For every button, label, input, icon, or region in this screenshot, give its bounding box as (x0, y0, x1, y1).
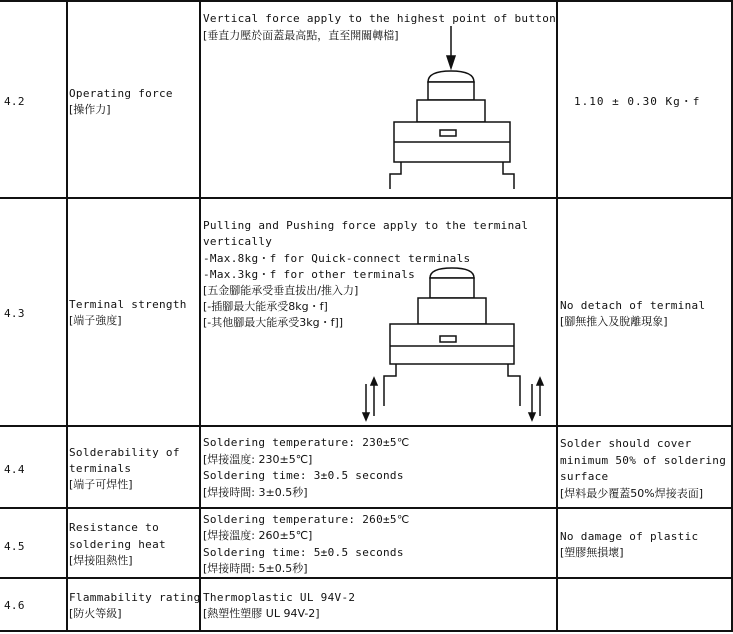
spec-value: Solder should cover (560, 437, 692, 450)
test-line: Thermoplastic UL 94V-2 (203, 591, 356, 604)
test-line: -Max.8kg・f for Quick-connect terminals (203, 252, 471, 265)
item-name-zh: [防火等級] (69, 607, 122, 620)
row-divider (0, 630, 733, 632)
spec-value: 1.10 ± 0.30 Kg・f (574, 95, 701, 108)
test-line: [焊接溫度: 260±5℃] (203, 529, 313, 542)
row-number: 4.6 (4, 599, 25, 612)
test-line: vertically (203, 235, 273, 248)
test-line: Soldering temperature: 230±5℃ (203, 436, 410, 449)
item-name-en: Flammability rating (69, 591, 201, 604)
row-number: 4.2 (4, 95, 25, 108)
switch-diagram-terminal (360, 266, 560, 422)
item-name-en: soldering heat (69, 538, 166, 551)
test-line: -Max.3kg・f for other terminals (203, 268, 416, 281)
test-line: [垂直力壓於面蓋最高點，直至開關轉檔] (203, 29, 399, 42)
row-number: 4.4 (4, 463, 25, 476)
item-name-zh: [端子強度] (69, 314, 122, 327)
column-divider (66, 0, 68, 632)
spec-value: [焊料最少覆蓋50%焊接表面] (560, 487, 704, 500)
item-name-en: Operating force (69, 87, 173, 100)
column-divider (199, 0, 201, 632)
spec-value: surface (560, 470, 609, 483)
item-name-en: Resistance to (69, 521, 159, 534)
test-line: Soldering temperature: 260±5℃ (203, 513, 410, 526)
test-line: [-插腳最大能承受8kg・f] (203, 300, 328, 313)
spec-value: No damage of plastic (560, 530, 699, 543)
spec-value: [塑膠無損壞] (560, 546, 624, 559)
row-divider (0, 0, 733, 2)
test-line: [五金腳能承受垂直拔出/推入力] (203, 284, 359, 297)
row-divider (0, 577, 733, 579)
item-name-en: Terminal strength (69, 298, 187, 311)
test-line: Soldering time: 5±0.5 seconds (203, 546, 404, 559)
spec-value: No detach of terminal (560, 299, 706, 312)
test-line: [熱塑性塑膠 UL 94V-2] (203, 607, 320, 620)
row-number: 4.5 (4, 540, 25, 553)
row-divider (0, 197, 733, 199)
item-name-en: terminals (69, 462, 132, 475)
test-line: [焊接時間: 3±0.5秒] (203, 486, 308, 499)
spec-value: [腳無推入及脫離現象] (560, 315, 668, 328)
item-name-en: Solderability of (69, 446, 180, 459)
spec-value: minimum 50% of soldering (560, 454, 727, 467)
row-divider (0, 425, 733, 427)
item-name-zh: [操作力] (69, 103, 111, 116)
test-line: Soldering time: 3±0.5 seconds (203, 469, 404, 482)
item-name-zh: [端子可焊性] (69, 478, 133, 491)
test-line: Vertical force apply to the highest point of button (203, 12, 557, 25)
test-line: [焊接溫度: 230±5℃] (203, 453, 313, 466)
row-divider (0, 507, 733, 509)
test-line: Pulling and Pushing force apply to the terminal (203, 219, 529, 232)
push-force-arrow-icon (447, 26, 455, 68)
switch-diagram-operating (370, 24, 530, 196)
row-number: 4.3 (4, 307, 25, 320)
test-line: [-其他腳最大能承受3kg・f]] (203, 316, 344, 329)
test-line: [焊接時間: 5±0.5秒] (203, 562, 308, 575)
item-name-zh: [焊接阻熱性] (69, 554, 133, 567)
